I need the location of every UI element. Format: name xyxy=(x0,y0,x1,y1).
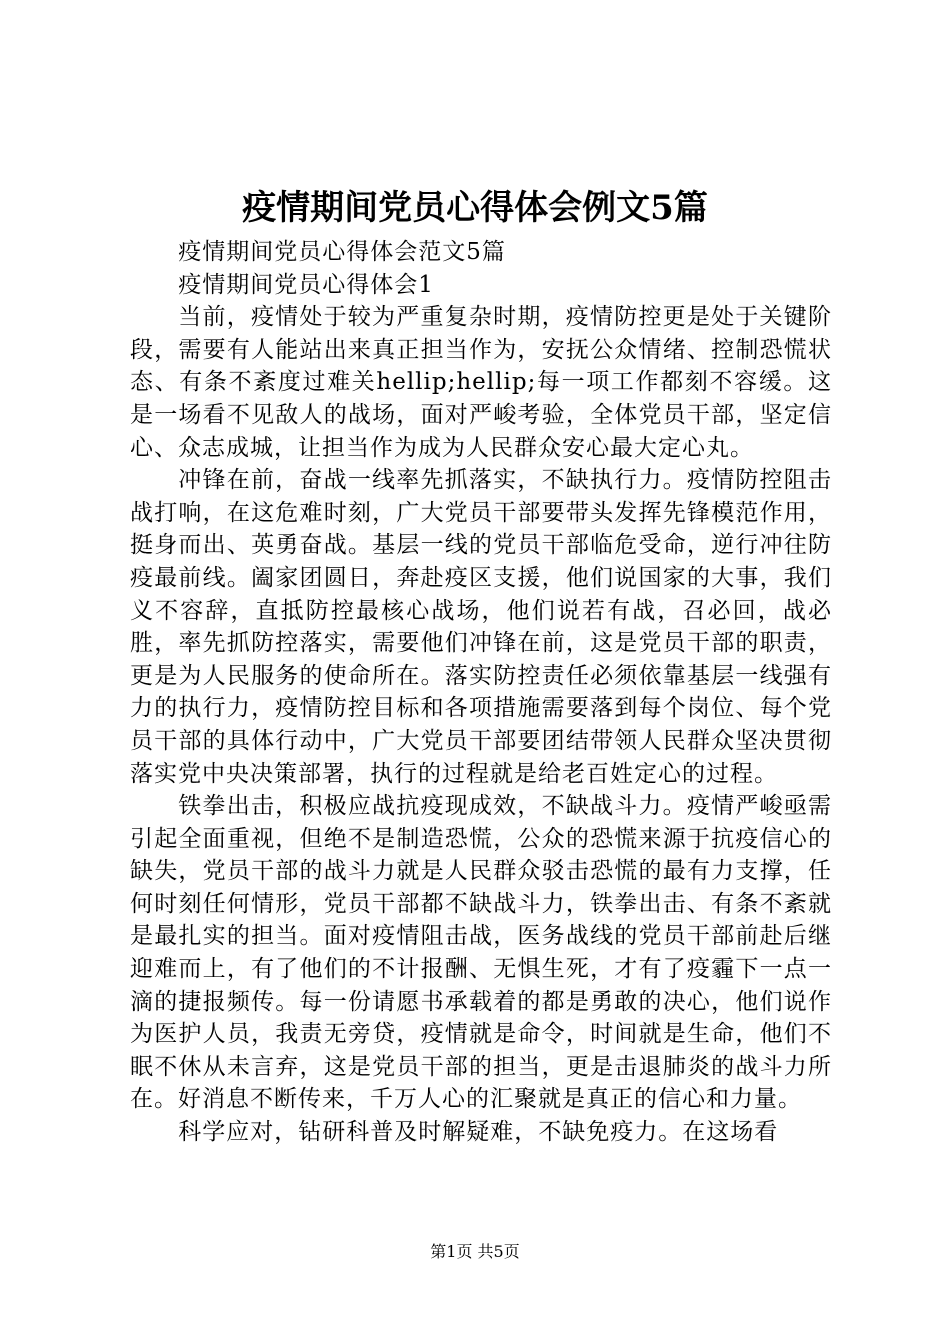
document-subtitle: 疫情期间党员心得体会范文5篇 xyxy=(178,239,506,265)
page-footer: 第1页 共5页 xyxy=(430,1242,520,1261)
paragraph: 科学应对，钻研科普及时解疑难，不缺免疫力。在这场看 xyxy=(178,1119,779,1146)
document-title: 疫情期间党员心得体会例文5篇 xyxy=(242,188,708,228)
paragraph: 当前，疫情处于较为严重复杂时期，疫情防控更是处于关键阶段，需要有人能站出来真正担当作为，安抚公众情绪、控制恐慌状态、有条不紊度过难关hellip;hellip;每一项工作都刻不容缓。这是一场看不见敌人的战场，面对严峻考验，全体党员干部，坚定信心、众志成城，让担当作为成为人民群众安心最大定心丸。 xyxy=(130,304,832,461)
paragraph: 冲锋在前，奋战一线率先抓落实，不缺执行力。疫情防控阻击战打响，在这危难时刻，广大党员干部要带头发挥先锋模范作用，挺身而出、英勇奋战。基层一线的党员干部临危受命，逆行冲往防疫最前线。阖家团圆日，奔赴疫区支援，他们说国家的大事，我们义不容辞，直抵防控最核心战场，他们说若有战，召必回，战必胜，率先抓防控落实，需要他们冲锋在前，这是党员干部的职责，更是为人民服务的使命所在。落实防控责任必须依靠基层一线强有力的执行力，疫情防控目标和各项措施需要落到每个岗位、每个党员干部的具体行动中，广大党员干部要团结带领人民群众坚决贯彻落实党中央决策部署，执行的过程就是给老百姓定心的过程。 xyxy=(130,467,832,787)
paragraph: 铁拳出击，积极应战抗疫现成效，不缺战斗力。疫情严峻亟需引起全面重视，但绝不是制造恐慌，公众的恐慌来源于抗疫信心的缺失，党员干部的战斗力就是人民群众驳击恐慌的最有力支撑，任何时刻任何情形，党员干部都不缺战斗力，铁拳出击、有条不紊就是最扎实的担当。面对疫情阻击战，医务战线的党员干部前赴后继迎难而上，有了他们的不计报酬、无惧生死，才有了疫霾下一点一滴的捷报频传。每一份请愿书承载着的都是勇敢的决心，他们说作为医护人员，我责无旁贷，疫情就是命令，时间就是生命，他们不眠不休从未言弃，这是党员干部的担当，更是击退肺炎的战斗力所在。好消息不断传来，千万人心的汇聚就是真正的信心和力量。 xyxy=(130,793,832,1113)
section-heading: 疫情期间党员心得体会1 xyxy=(178,271,434,298)
document-body xyxy=(130,236,832,1149)
